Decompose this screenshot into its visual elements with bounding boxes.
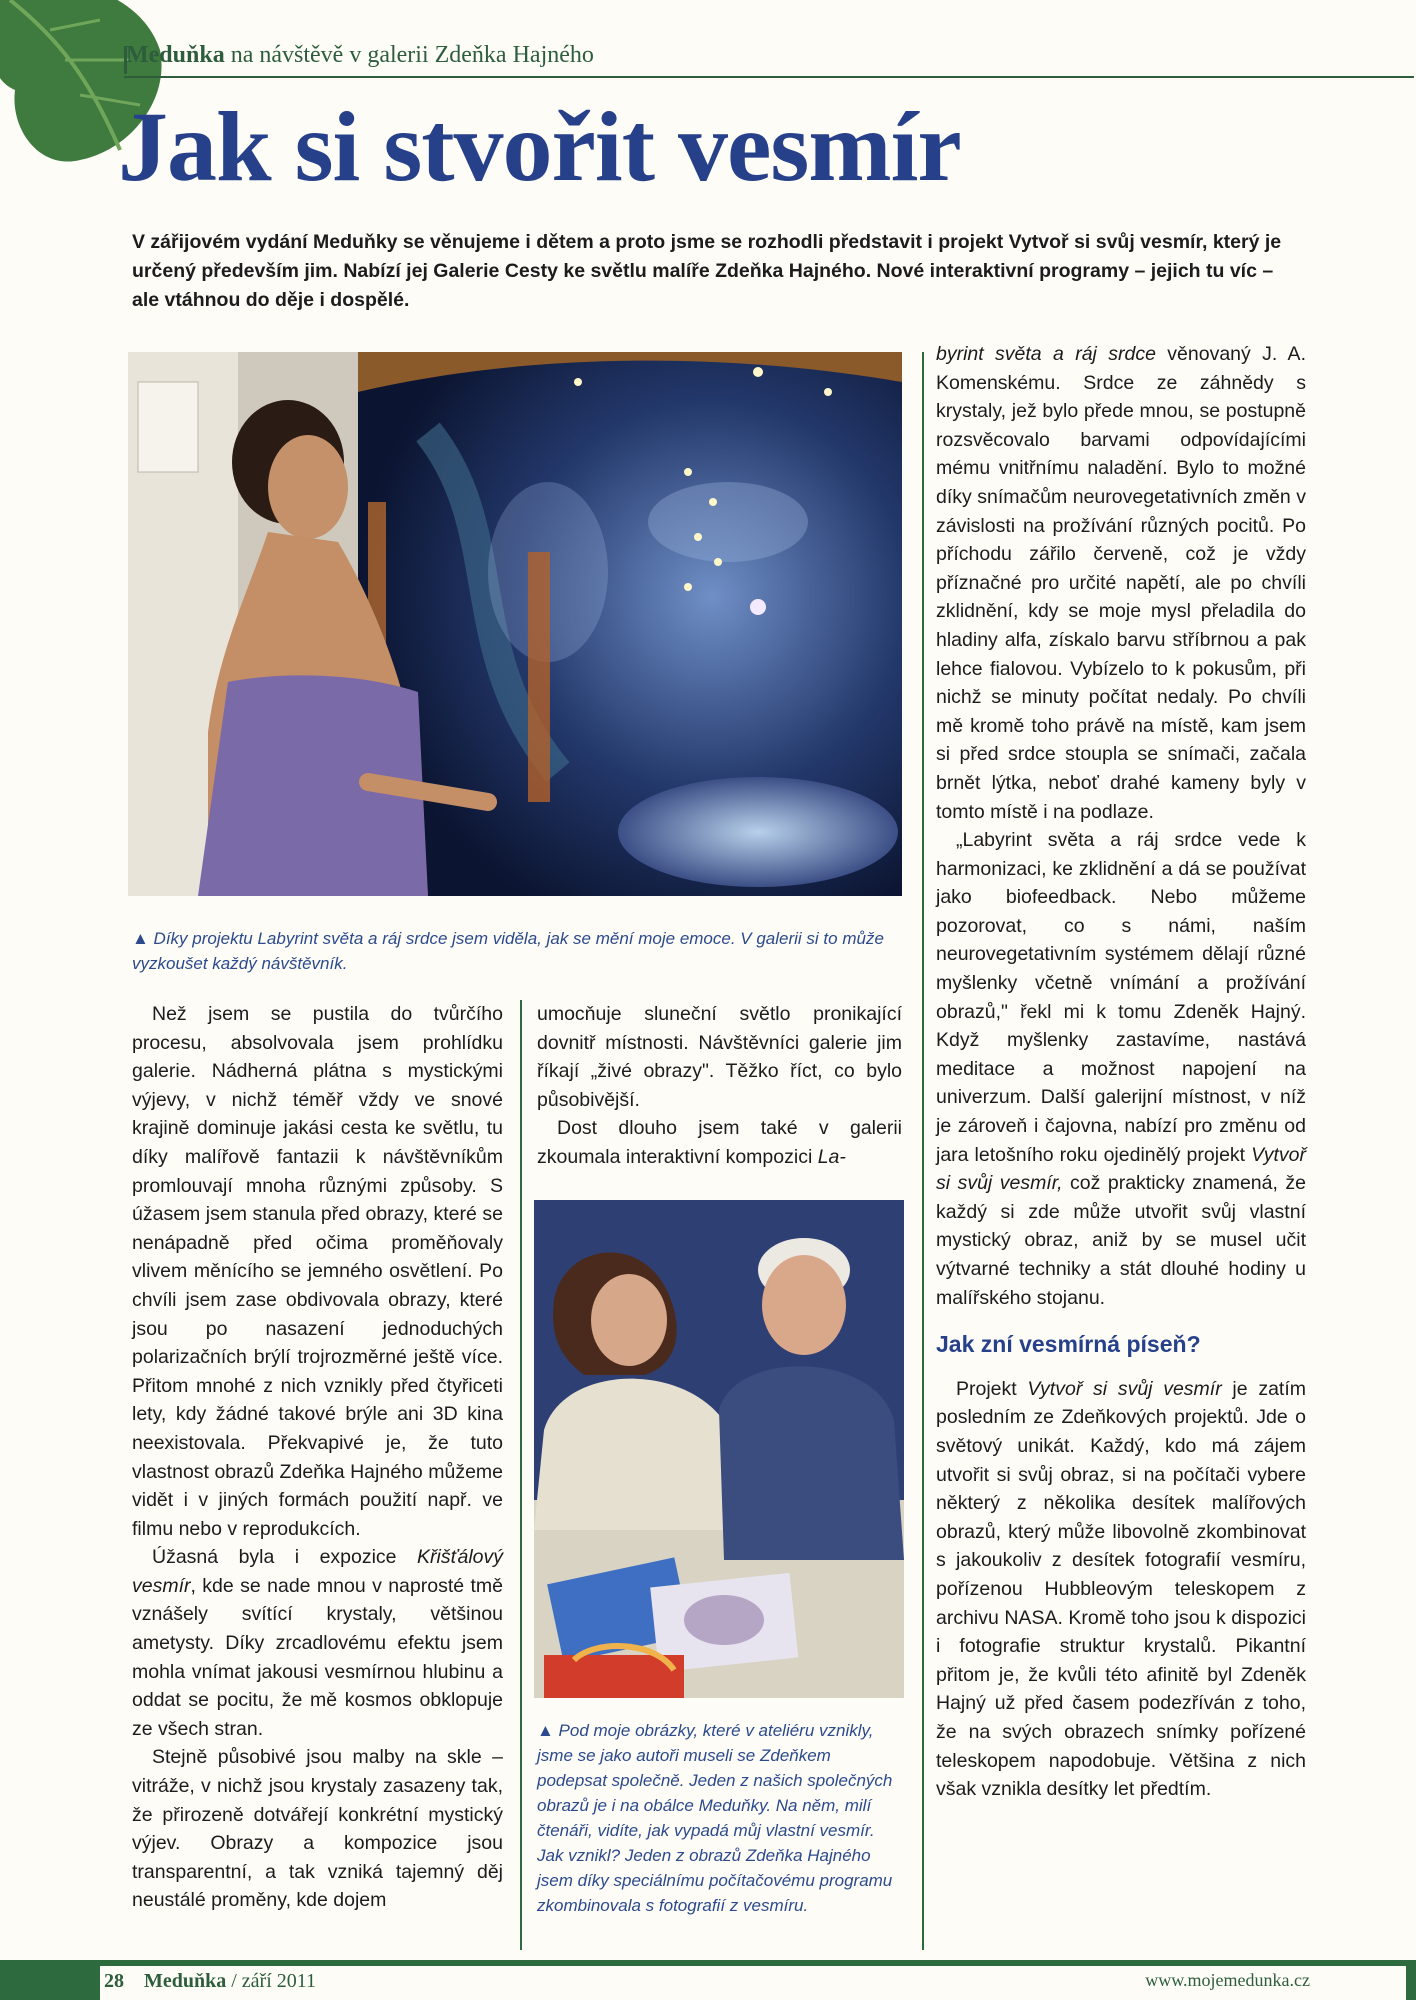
paragraph: byrint světa a ráj srdce věnovaný J. A. Komenskému. Srdce ze záhnědy s krystaly, jež bylo přede mnou, se postupně rozsvěcovalo barvami odpovídajícími mému vnitřnímu naladění. Bylo to možné díky snímačům neurovegetativních změn v závislosti na prožívání různých pocitů. Po příchodu zářilo červeně, což je vždy příznačné pro určité napětí, ale po chvíli zklidnění, kdy se moje mysl přeladila do hladiny alfa, získalo barvu stříbrnou a pak lehce fialovou. Vybízelo to k pokusům, při nichž se minuty počítat nedaly. Po chvíli mě kromě toho právě na místě, kam jsem si před srdce stoupla se snímači, začala brnět lýtka, neboť drahé kameny byly v tomto místě i na podlaze. <box>936 343 1306 823</box>
paragraph: Úžasná byla i expozice Křišťálový vesmír, kde se nade mnou v naprosté tmě vznášely svítící krystaly, většinou ametysty. Díky zrcadlovému efektu jsem mohla vnímat jakousi vesmírnou hlubinu a oddat se pocitu, že mě kosmos obklopuje ze všech stran. <box>132 1546 503 1740</box>
column-divider <box>922 352 924 1950</box>
section-heading: Jak zní vesmírná píseň? <box>936 1331 1201 1358</box>
article-column-2 <box>537 1000 902 1172</box>
article-column-3 <box>936 340 1306 1804</box>
article-title: Jak si stvořit vesmír <box>118 91 961 202</box>
footer-site-link[interactable]: www.mojemedunka.cz <box>1145 1970 1310 1990</box>
authors-photo <box>534 1200 904 1698</box>
paragraph: Dost dlouho jsem také v galerii zkoumala interaktivní kompozici La- <box>537 1117 902 1168</box>
section-kicker: Meduňka na návštěvě v galerii Zdeňka Hajného <box>126 42 594 68</box>
footer-issue: Meduňka / září 2011 <box>144 1970 317 1992</box>
article-lead: V zářijovém vydání Meduňky se věnujeme i dětem a proto jsme se rozhodli představit i projekt Vytvoř si svůj vesmír, který je určený především jim. Nabízí jej Galerie Cesty ke světlu malíře Zdeňka Hajného. Nové interaktivní programy – jejich tu víc – ale vtáhnou do děje i dospělé. <box>132 231 1282 311</box>
photo1-caption: ▲ Díky projektu Labyrint světa a ráj srdce jsem viděla, jak se mění moje emoce. V galerii si to může vyzkoušet každý návštěvník. <box>132 929 884 973</box>
paragraph: umocňuje sluneční světlo pronikající dovnitř místnosti. Návštěvníci galerie jim říkají „živé obrazy". Těžko říct, co bylo působivější. <box>537 1003 902 1111</box>
paragraph: „Labyrint světa a ráj srdce vede k harmonizaci, ke zklidnění a dá se používat jako biofeedback. Nebo můžeme pozorovat, co s námi, naším neurovegetativním systémem dělají různé myšlenky včetně vnímání a prožívání obrazů," řekl mi k tomu Zdeněk Hajný. Když myšlenky zastavíme, nastává meditace a možnost napojení na univerzum. Další galerijní místnost, v níž je zároveň i čajovna, nabízí pro změnu od jara letošního roku ojedinělý projekt Vytvoř si svůj vesmír, což prakticky znamená, že každý si zde může utvořit svůj vlastní mystický obraz, aniž by se musel učit výtvarné techniky a stát dlouhé hodiny u malířského stojanu. <box>936 829 1306 1309</box>
column-divider <box>520 1000 522 1950</box>
paragraph: Než jsem se pustila do tvůrčího procesu, absolvovala jsem prohlídku galerie. Nádherná plátna s mystickými výjevy, v nichž téměř vždy ve snové krajině dominuje jakási cesta ke světlu, tu díky malířově fantazii k návštěvníkům promlouvají mnoha různými způsoby. S úžasem jsem stanula před obrazy, které se nenápadně před očima proměňovaly vlivem měnícího se jemného osvětlení. Po chvíli jsem zase obdivovala obrazy, které jsou po nasazení jednoduchých polarizačních brýlí trojrozměrné ještě více. Přitom mnohé z nich vznikly před čtyřiceti lety, kdy žádné takové brýle ani 3D kina neexistovala. Překvapivé je, že tuto vlastnost obrazů Zdeňka Hajného můžeme vidět i v jiných formách použití např. ve filmu nebo v reprodukcích. <box>132 1003 503 1540</box>
kicker-rule <box>124 76 1414 78</box>
page-number: 28 <box>104 1970 124 1992</box>
gallery-photo <box>128 352 902 896</box>
article-column-1 <box>132 1000 503 1915</box>
paragraph: Stejně působivé jsou malby na skle – vitráže, v nichž jsou krystaly zasazeny tak, že přirozeně dotvářejí konkrétní mystický výjev. Obrazy a kompozice jsou transparentní, a tak vzniká tajemný děj neustálé proměny, kde dojem <box>132 1746 503 1912</box>
paragraph: Projekt Vytvoř si svůj vesmír je zatím posledním ze Zdeňkových projektů. Jde o světový unikát. Každý, kdo má zájem utvořit si svůj obraz, si na počítači vybere některý z několika desítek malířových obrazů, který může libovolně zkombinovat s jakoukoliv z desítek fotografií vesmíru, pořízenou Hubbleovým teleskopem z archivu NASA. Kromě toho jsou k dispozici i fotografie struktur krystalů. Pikantní přitom je, že kvůli této afinitě byl Zdeněk Hajný už před časem podezříván z toho, že na svých obrazech snímky pořízené teleskopem napodobuje. Většina z nich však vznikla desítky let předtím. <box>936 1377 1306 1801</box>
photo2-caption: ▲ Pod moje obrázky, které v ateliéru vznikly, jsme se jako autoři museli se Zdeňkem podepsat společně. Jeden z našich společných obrazů je i na obálce Meduňky. Na něm, milí čtenáři, vidíte, jak vypadá můj vlastní vesmír. Jak vznikl? Jeden z obrazů Zdeňka Hajného jsem díky speciálnímu počítačovému programu zkombinovala s fotografií z vesmíru. <box>537 1721 893 1915</box>
